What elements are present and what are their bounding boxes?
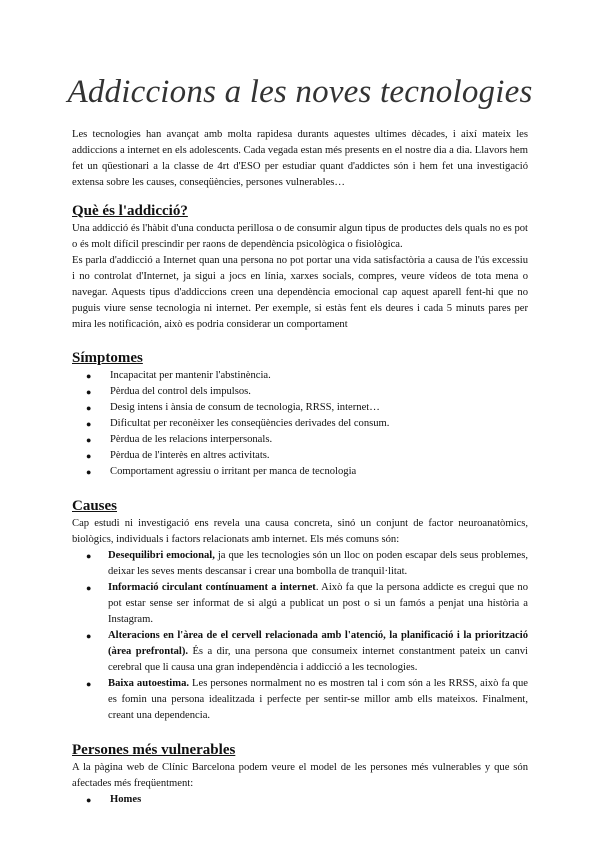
list-item: ● Desig intens i ànsia de consum de tecnologia, RRSS, internet… <box>72 400 528 416</box>
definition-paragraph: Una addicció és l'hàbit d'una conducta perillosa o de consumir algun tipus de productes dels quals no es pot o és molt difícil prescindir per raons de dependència psicològica o fisiològica. <box>72 223 528 250</box>
bullet-icon: ● <box>86 403 92 413</box>
vulnerable-list <box>72 792 528 808</box>
cause-term: Baixa autoestima. <box>108 678 190 689</box>
bullet-icon: ● <box>86 371 92 381</box>
bullet-icon: ● <box>86 435 92 445</box>
list-item: ● Pèrdua de les relacions interpersonals. <box>72 432 528 448</box>
cause-text: Les persones normalment no es mostren tal i com són a les RRSS, això fa que es fomin una persona idealitzada i perfecte per sentir-se millor amb ells mateixos. Finalment, creant una dependencia. <box>108 678 528 721</box>
cause-term: Alteracions en l'àrea de el cervell relacionada amb l'atenció, la planificació i la priorització (àrea prefrontal). <box>108 630 528 657</box>
bullet-icon: ● <box>86 679 92 689</box>
cause-text: ja que les tecnologies són un lloc on poden escapar dels seus problemes, deixar les seves ments descansar i crear una bombolla de tranquil·litat. <box>108 550 529 577</box>
bullet-icon: ● <box>86 451 92 461</box>
causes-list <box>72 548 528 724</box>
symptoms-list <box>72 368 528 480</box>
list-item: ● Dificultat per reconèixer les conseqüències derivades del consum. <box>72 416 528 432</box>
vulnerable-intro: A la pàgina web de Clínic Barcelona podem veure el model de les persones més vulnerables y que són afectades més freqüentment: <box>72 762 528 789</box>
heading-symptoms: Símptomes <box>72 350 143 366</box>
document-body <box>72 124 528 808</box>
list-item: ● Pèrdua de l'interès en altres activitats. <box>72 448 528 464</box>
bullet-icon: ● <box>86 467 92 477</box>
bullet-icon: ● <box>86 387 92 397</box>
list-item <box>72 676 528 724</box>
document-title: Addiccions a les noves tecnologies <box>67 74 533 110</box>
list-item <box>72 628 528 676</box>
bullet-icon: ● <box>86 795 92 805</box>
list-item: ● Homes <box>72 792 528 808</box>
bullet-icon: ● <box>86 631 92 641</box>
heading-causes: Causes <box>72 498 118 514</box>
list-item: ● Incapacitat per mantenir l'abstinència. <box>72 368 528 384</box>
causes-intro: Cap estudi ni investigació ens revela una causa concreta, sinó un conjunt de factor neuroanatòmics, biològics, individuals i factors relacionats amb internet. Els més comuns són: <box>72 518 528 545</box>
bullet-icon: ● <box>86 551 92 561</box>
bullet-icon: ● <box>86 419 92 429</box>
internet-addiction-paragraph: Es parla d'addicció a Internet quan una persona no pot portar una vida satisfactòria a causa de l'ús excessiu i no controlat d'Internet, ja sigui a jocs en línia, xarxes socials, compres, veure vídeos de tota mena o navegar. Aquests tipus d'addiccions creen una dependència emocional cap aquest aparell fent-hi que no puguis viure sense tecnologia ni internet. Per exemple, si estàs fent els deures i cada 5 minuts pares per mira les notificación, això es podria considerar un comportament <box>72 255 528 330</box>
list-item: ● Comportament agressiu o irritant per manca de tecnologia <box>72 464 528 480</box>
bullet-icon: ● <box>86 583 92 593</box>
cause-text: . Això fa que la persona addicte es cregui que no pot estar sense ser informat de si algú a publicat un post o si un famós a penjat una història a Instagram. <box>108 582 528 625</box>
list-item <box>72 580 528 628</box>
cause-text: És a dir, una persona que consumeix internet constantment pateix un canvi cerebral que li causa una gran independència i addicció a les tecnologies. <box>108 646 528 673</box>
cause-term: Informació circulant contínuament a internet <box>108 582 316 593</box>
cause-term: Desequilibri emocional, <box>108 550 215 561</box>
heading-vulnerable-people: Persones més vulnerables <box>72 742 236 758</box>
list-item: ● Pèrdua del control dels impulsos. <box>72 384 528 400</box>
intro-paragraph: Les tecnologies han avançat amb molta rapidesa durants aquestes ultimes dècades, i així mateix les addiccions a internet en els adolescents. Cada vegada estan més presents en el nostre dia a dia. Llavors hem fet un qüestionari a la classe de 4rt d'ESO per estudiar quant d'addictes són i hem fet una investigació extensa sobre les causes, conseqüències, persones vulnerables… <box>72 129 528 188</box>
list-item <box>72 548 528 580</box>
heading-what-is-addiction: Què és l'addicció? <box>72 203 188 219</box>
